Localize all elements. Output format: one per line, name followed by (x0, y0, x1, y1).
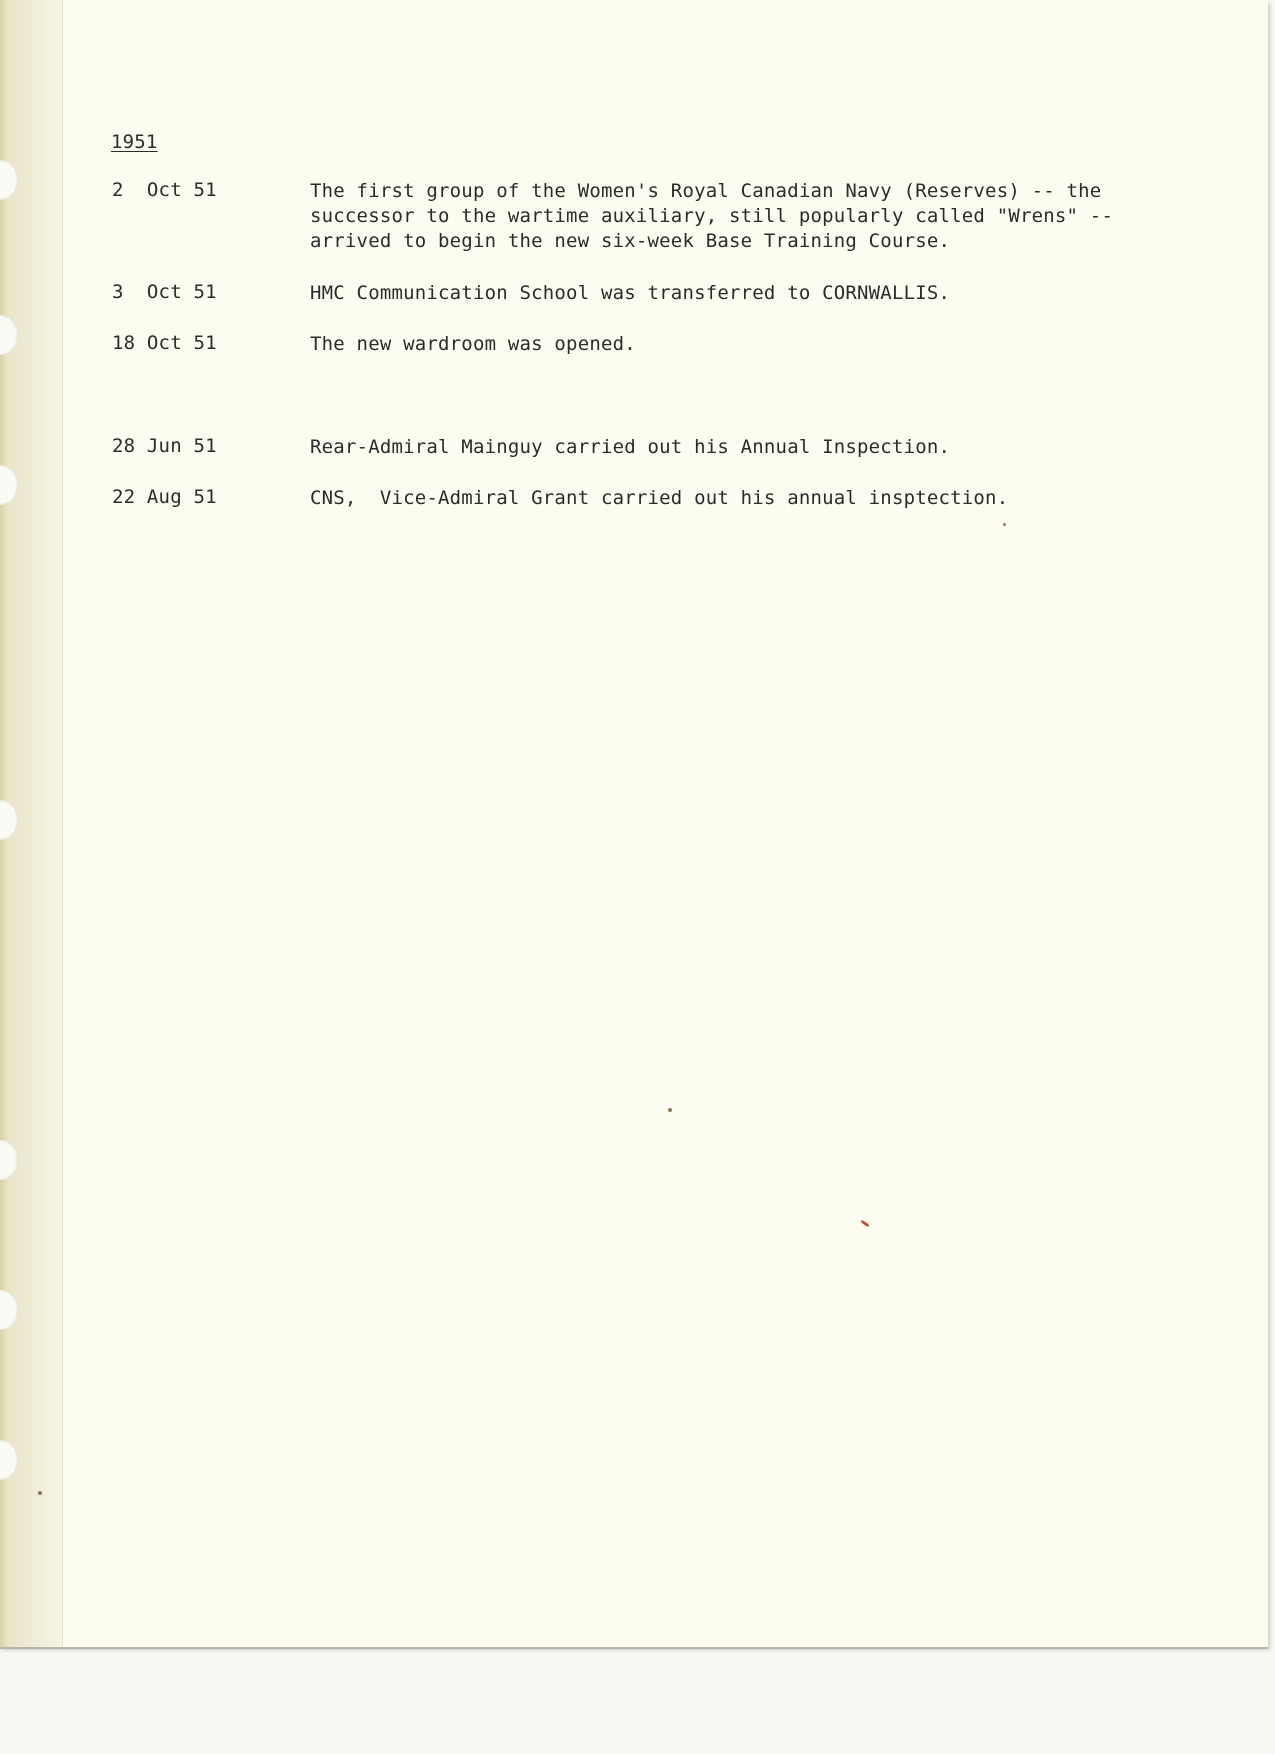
entry-line: The first group of the Women's Royal Canadian Navy (Reserves) -- the (310, 180, 1102, 202)
entry-line: CNS, Vice-Admiral Grant carried out his annual insptection. (310, 487, 1009, 509)
entry-date: 18 Oct 51 (112, 332, 217, 354)
entry-line: HMC Communication School was transferred to CORNWALLIS. (310, 282, 951, 304)
paper-speck (668, 1108, 672, 1112)
entry-line: arrived to begin the new six-week Base Training Course. (310, 230, 951, 252)
entry-description (310, 332, 1190, 357)
entry-description (310, 486, 1190, 511)
entry-description (310, 179, 1190, 254)
entry-line: The new wardroom was opened. (310, 333, 636, 355)
entry-line: successor to the wartime auxiliary, still popularly called "Wrens" -- (310, 205, 1114, 227)
entry-description (310, 435, 1190, 460)
entry-line: Rear-Admiral Mainguy carried out his Annual Inspection. (310, 436, 951, 458)
entry-date: 3 Oct 51 (112, 281, 217, 303)
paper-speck (860, 1219, 870, 1227)
paper-speck (38, 1491, 42, 1495)
paper-speck (1003, 523, 1006, 526)
entry-date: 22 Aug 51 (112, 486, 217, 508)
entry-date: 28 Jun 51 (112, 435, 217, 457)
page-edge (0, 1647, 1268, 1649)
entry-date: 2 Oct 51 (112, 179, 217, 201)
year-heading: 1951 (111, 131, 158, 153)
entry-description (310, 281, 1190, 306)
